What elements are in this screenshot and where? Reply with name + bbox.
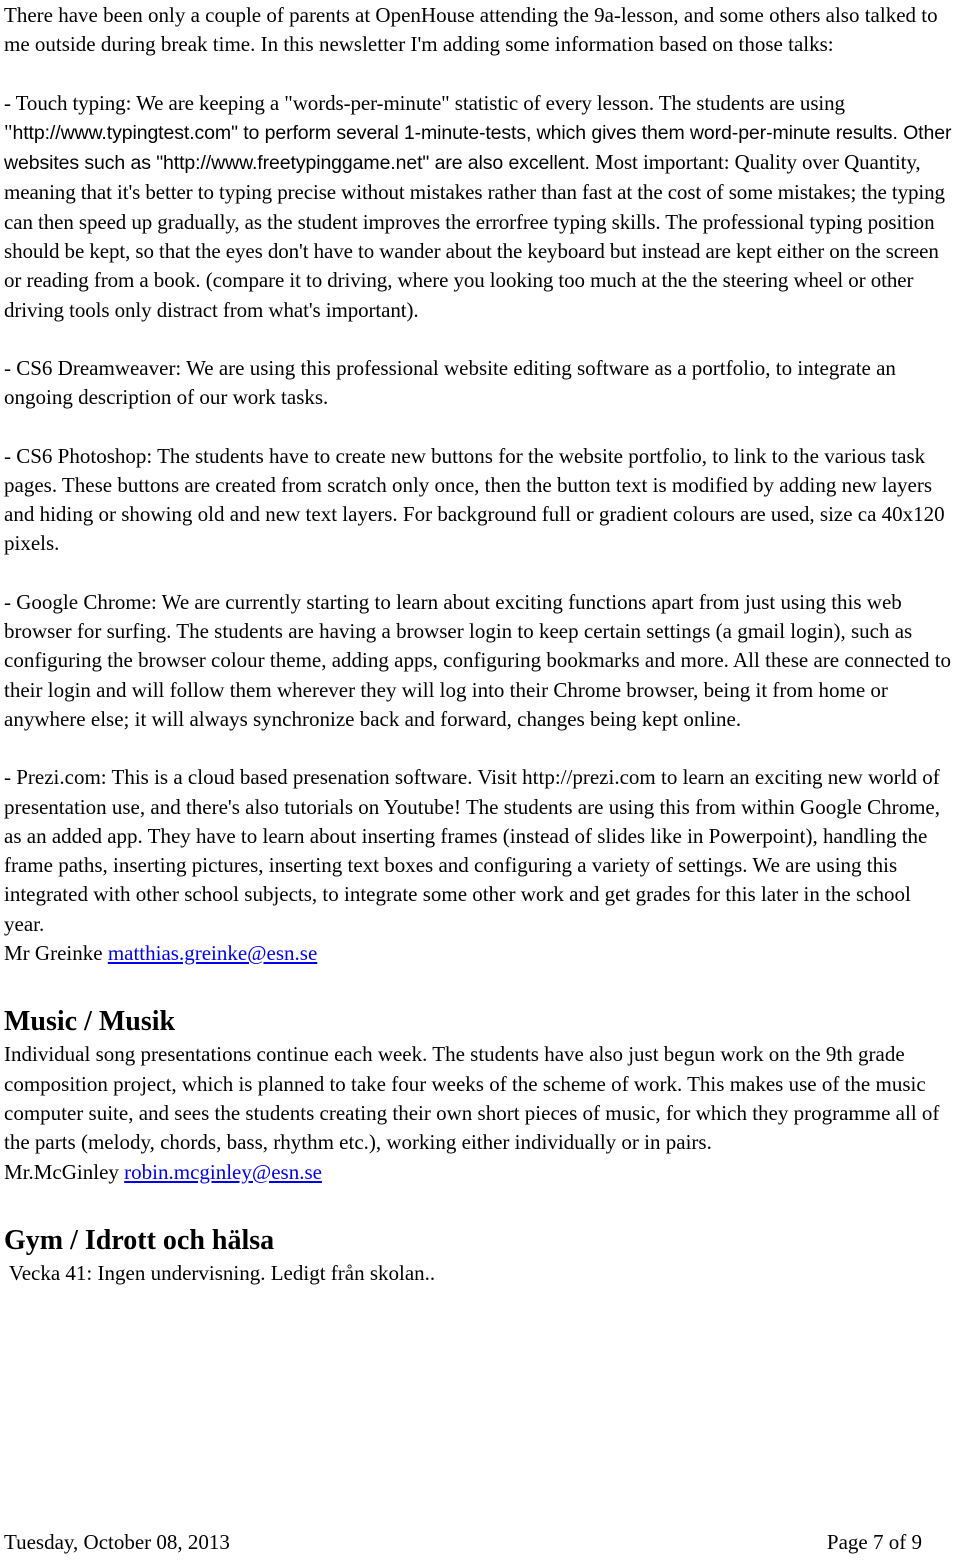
newsletter-page xyxy=(4,0,956,1288)
footer-date: Tuesday, October 08, 2013 xyxy=(4,1530,230,1554)
intro-paragraph: There have been only a couple of parents at OpenHouse attending the 9a-lesson, and some others also talked to me outside during break time. In this newsletter I'm adding some information based on those talks: xyxy=(4,3,938,57)
signature-greinke xyxy=(4,939,956,968)
touch-typing-text-2: Most important: Quality over Quantity, meaning that it's better to typing precise without mistakes rather than fast at the cost of some mistakes; the typing can then speed up gradually, as the student improves the errorfree typing skills. The professional typing position should be kept, so that the eyes don't have to wander about the keyboard but instead are kept either on the screen or reading from a book. (compare it to driving, where you looking too much at the the steering wheel or other driving tools only distract from what's important). xyxy=(4,150,945,322)
music-paragraph: Individual song presentations continue each week. The students have also just begun work on the 9th grade composition project, which is planned to take four weeks of the scheme of work. This makes use of the music computer suite, and sees the students creating their own short pieces of music, for which they programme all of the parts (melody, chords, bass, rhythm etc.), working either individually or in pairs. xyxy=(4,1042,940,1155)
email-link-mcginley[interactable]: robin.mcginley@esn.se xyxy=(124,1159,322,1184)
spacer xyxy=(4,60,956,89)
gym-paragraph: Vecka 41: Ingen undervisning. Ledigt från skolan.. xyxy=(4,1260,436,1285)
signature-name: Mr Greinke xyxy=(4,941,108,966)
chrome-paragraph: - Google Chrome: We are currently starting to learn about exciting functions apart from just using this web browser for surfing. The students are having a browser login to keep certain settings (a gmail login), such as configuring the browser colour theme, adding apps, configuring bookmarks and more. All these are connected to their login and will follow them wherever they will log into their Chrome browser, being it from home or anywhere else; it will always synchronize back and forward, changes being kept online. xyxy=(4,589,952,731)
touch-typing-text-1: - Touch typing: We are keeping a "words-per-minute" statistic of every lesson. The students are using " xyxy=(4,90,845,144)
spacer xyxy=(4,559,956,588)
footer-page-number: Page 7 of 9 xyxy=(826,1530,922,1554)
touch-typing-paragraph xyxy=(4,89,956,325)
dreamweaver-paragraph: - CS6 Dreamweaver: We are using this professional website editing software as a portfolio, to integrate an ongoing description of our work tasks. xyxy=(4,355,896,410)
spacer xyxy=(4,734,956,763)
photoshop-paragraph: - CS6 Photoshop: The students have to create new buttons for the website portfolio, to link to the various task pages. These buttons are created from scratch only once, then the button text is modified by adding new layers and hiding or showing old and new text layers. For background full or gradient colours are used, size ca 40x120 pixels. xyxy=(4,443,945,556)
signature-name: Mr.McGinley xyxy=(4,1159,125,1184)
spacer xyxy=(4,413,956,442)
spacer xyxy=(4,968,956,1004)
page-footer xyxy=(4,1527,922,1557)
spacer xyxy=(4,325,956,354)
touch-typing-urls: http://www.typingtest.com" to perform several 1-minute-tests, which gives them word-per-minute results. Other websites such as "http://www.freetypinggame.net" are also excellent. xyxy=(4,121,952,175)
signature-mcginley xyxy=(4,1158,956,1187)
music-heading: Music / Musik xyxy=(4,1006,176,1038)
spacer xyxy=(4,1187,956,1223)
prezi-paragraph: - Prezi.com: This is a cloud based presenation software. Visit http://prezi.com to learn an exciting new world of presentation use, and there's also tutorials on Youtube! The students are using this from within Google Chrome, as an added app. They have to learn about inserting frames (instead of slides like in Powerpoint), handling the frame paths, inserting pictures, inserting text boxes and configuring a variety of settings. We are using this integrated with other school subjects, to integrate some other work and get grades for this later in the school year. xyxy=(4,765,941,936)
email-link-greinke[interactable]: matthias.greinke@esn.se xyxy=(107,941,318,966)
gym-heading: Gym / Idrott och hälsa xyxy=(4,1224,275,1256)
